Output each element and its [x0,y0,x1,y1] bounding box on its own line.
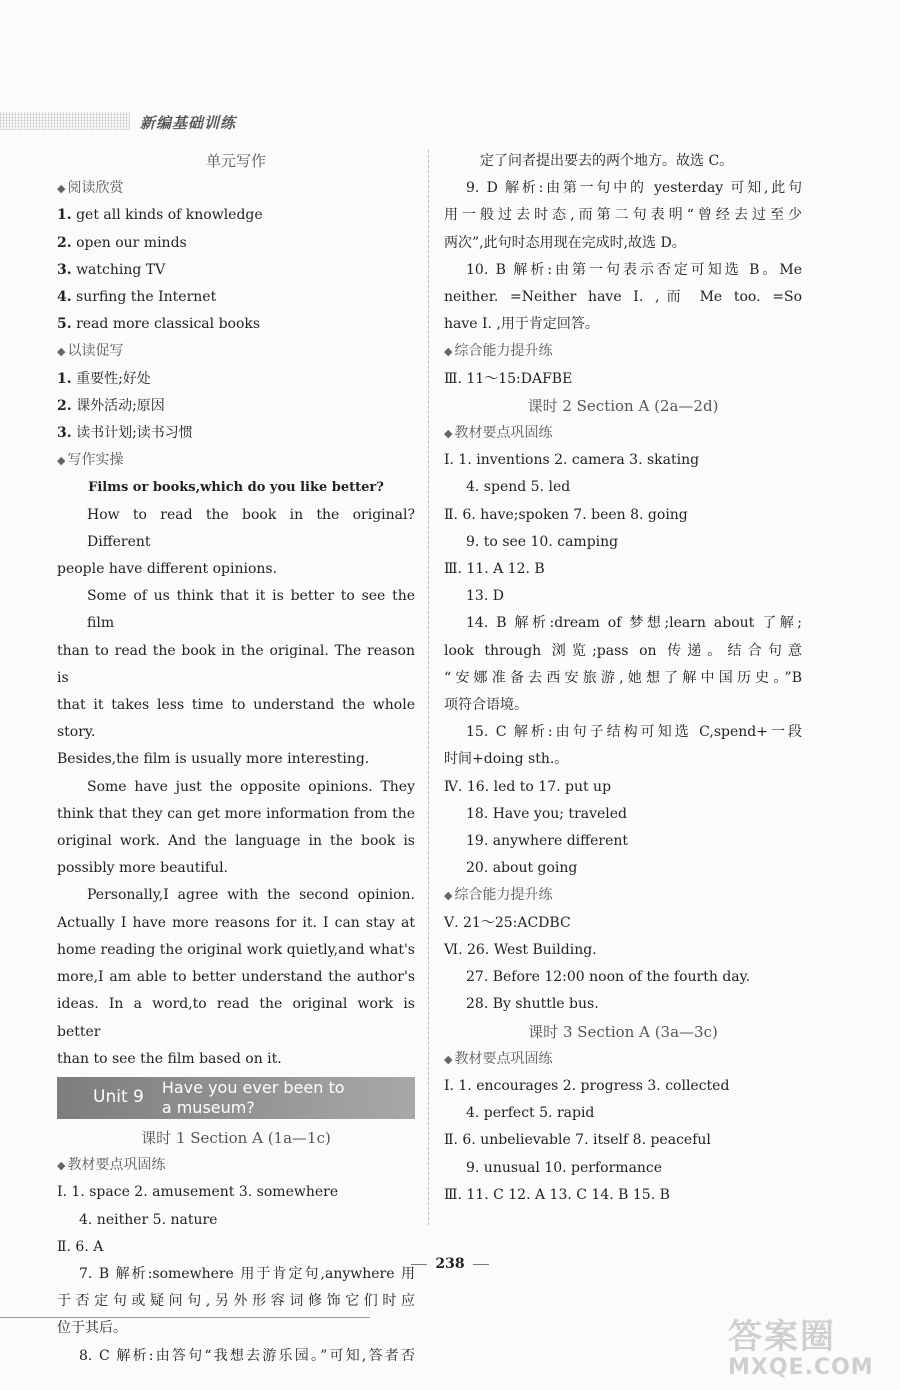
diamond-icon: ◆ [57,1159,66,1173]
unit-banner [57,1077,415,1119]
page-number: 238 [0,1256,900,1272]
answer-line: 4. perfect 5. rapid [466,1105,595,1122]
answer-line: 于否定句或疑问句,另外形容词修饰它们时应 [57,1293,415,1310]
essay-line: think that they can get more information from the [57,805,415,822]
answer-line: 28. By shuttle bus. [466,996,599,1013]
right-column [444,148,802,1209]
answer-line: 时间+doing sth.。 [444,751,569,768]
answer-line: Ⅱ. 6. unbelievable 7. itself 8. peaceful [444,1132,711,1149]
diamond-icon: ◆ [57,345,66,359]
answer-line: 15. C 解析:由句子结构可知选 C,spend+一段 [466,724,802,741]
essay-line: people have different opinions. [57,561,278,578]
book-series-title: 新编基础训练 [140,114,237,132]
diamond-icon: ◆ [444,345,453,359]
answer-line: Ⅰ. 1. inventions 2. camera 3. skating [444,452,700,469]
promote-answer: 2. 课外活动;原因 [57,397,165,414]
answer-line: 4. spend 5. led [466,479,571,496]
lesson-title: 课时 1 Section A (1a—1c) [141,1128,331,1147]
diamond-icon: ◆ [57,182,66,196]
reading-answer: 1. get all kinds of knowledge [57,207,263,224]
answer-line: 19. anywhere different [466,833,628,850]
essay-line: home reading the original work quietly,and what's [57,941,415,958]
answer-line: 7. B 解析:somewhere 用于肯定句,anywhere 用 [79,1265,415,1282]
reading-answer: 4. surfing the Internet [57,289,217,306]
answer-line: 20. about going [466,860,578,877]
answer-line: 定了问者提出要去的两个地方。故选 C。 [480,153,734,169]
essay-line: ideas. In a word,to read the original work is better [57,996,415,1040]
section-heading: ◆ 教材要点巩固练 [444,1050,553,1067]
answer-line: Ⅲ. 11. A 12. B [444,561,545,578]
answer-line: 14. B 解析:dream of 梦想;learn about 了解; [466,615,802,632]
answer-line: Ⅵ. 26. West Building. [444,941,597,958]
answer-line: 10. B 解析:由第一句表示否定可知选 B。Me [466,261,802,278]
answer-line: 9. unusual 10. performance [466,1159,663,1176]
promote-answer: 3. 读书计划;读书习惯 [57,425,193,442]
essay-line: than to see the film based on it. [57,1050,282,1067]
answer-line: 9. to see 10. camping [466,533,619,550]
unit-writing-title: 单元写作 [205,152,266,170]
answer-line: Ⅰ. 1. space 2. amusement 3. somewhere [57,1184,339,1201]
answer-line: Ⅲ. 11～15:DAFBE [444,370,573,387]
answer-line: Ⅳ. 16. led to 17. put up [444,778,612,795]
essay-title: Films or books,which do you like better? [88,480,384,496]
answer-line: 27. Before 12:00 noon of the fourth day. [466,969,751,986]
answer-line: Ⅰ. 1. encourages 2. progress 3. collected [444,1077,730,1094]
answer-line: look through 浏览;pass on 传递。结合句意 [444,642,802,659]
diamond-icon: ◆ [444,1052,453,1066]
answer-line: 位于其后。 [57,1320,127,1337]
answer-line: 18. Have you; traveled [466,805,628,822]
diamond-icon: ◆ [57,454,66,468]
answer-line: 8. C 解析:由答句“我想去游乐园。”可知,答者否 [79,1347,415,1364]
answer-line: 9. D 解析:由第一句中的 yesterday 可知,此句 [466,180,802,197]
lesson-title: 课时 2 Section A (2a—2d) [527,396,719,415]
lesson-title: 课时 3 Section A (3a—3c) [528,1022,718,1041]
section-heading: ◆ 综合能力提升练 [444,887,553,904]
reading-answer: 3. watching TV [57,261,166,278]
essay-line: Besides,the film is usually more interesting. [57,751,370,768]
essay-line: possibly more beautiful. [57,860,229,877]
section-heading: ◆ 教材要点巩固练 [57,1157,166,1174]
reading-answer: 2. open our minds [57,234,187,251]
promote-answer: 1. 重要性;好处 [57,370,151,387]
section-heading: ◆ 以读促写 [57,343,124,360]
left-column [57,148,415,1370]
unit-number: Unit 9 [93,1087,144,1108]
section-heading: ◆ 综合能力提升练 [444,343,553,360]
essay-line: Some have just the opposite opinions. They [87,778,415,795]
essay-line: original work. And the language in the book is [57,833,415,850]
essay-line: How to read the book in the original? Different [87,506,415,550]
diamond-icon: ◆ [444,889,453,903]
essay-line: Some of us think that it is better to see the film [87,588,415,632]
footer-rule [0,1317,370,1318]
watermark-logo: 答案圈 MXQE.COM [728,1317,874,1380]
answer-line: “安娜准备去西安旅游,她想了解中国历史。”B [444,669,802,686]
column-divider [428,150,429,1225]
answer-line: Ⅴ. 21～25:ACDBC [444,914,571,931]
essay-line: that it takes less time to understand the whole story. [57,697,415,741]
section-heading: ◆ 教材要点巩固练 [444,425,553,442]
answer-line: 用一般过去时态,而第二句表明“曾经去过至少 [444,207,802,224]
essay-line: than to read the book in the original. The reason is [57,642,415,686]
reading-answer: 5. read more classical books [57,316,261,333]
answer-line: Ⅱ. 6. A [57,1238,104,1255]
section-heading: ◆ 阅读欣赏 [57,180,124,197]
answer-line: 项符合语境。 [444,697,528,714]
answer-line: Ⅲ. 11. C 12. A 13. C 14. B 15. B [444,1186,670,1203]
answer-line: have I. ,用于肯定回答。 [444,316,599,333]
essay-line: more,I am able to better understand the author's [57,969,415,986]
diamond-icon: ◆ [444,427,453,441]
unit-title: Have you ever been to a museum? [161,1077,345,1117]
answer-line: Ⅱ. 6. have;spoken 7. been 8. going [444,506,688,523]
essay-line: Personally,I agree with the second opinion. [87,887,415,904]
essay-line: Actually I have more reasons for it. I can stay at [57,914,415,931]
answer-line: 13. D [466,588,504,605]
answer-line: 4. neither 5. nature [79,1211,218,1228]
answer-line: neither. =Neither have I. ,而 Me too. =So [444,289,802,306]
answer-line: 两次”,此句时态用现在完成时,故选 D。 [444,234,686,251]
header-decoration [0,112,130,130]
section-heading: ◆ 写作实操 [57,452,124,469]
